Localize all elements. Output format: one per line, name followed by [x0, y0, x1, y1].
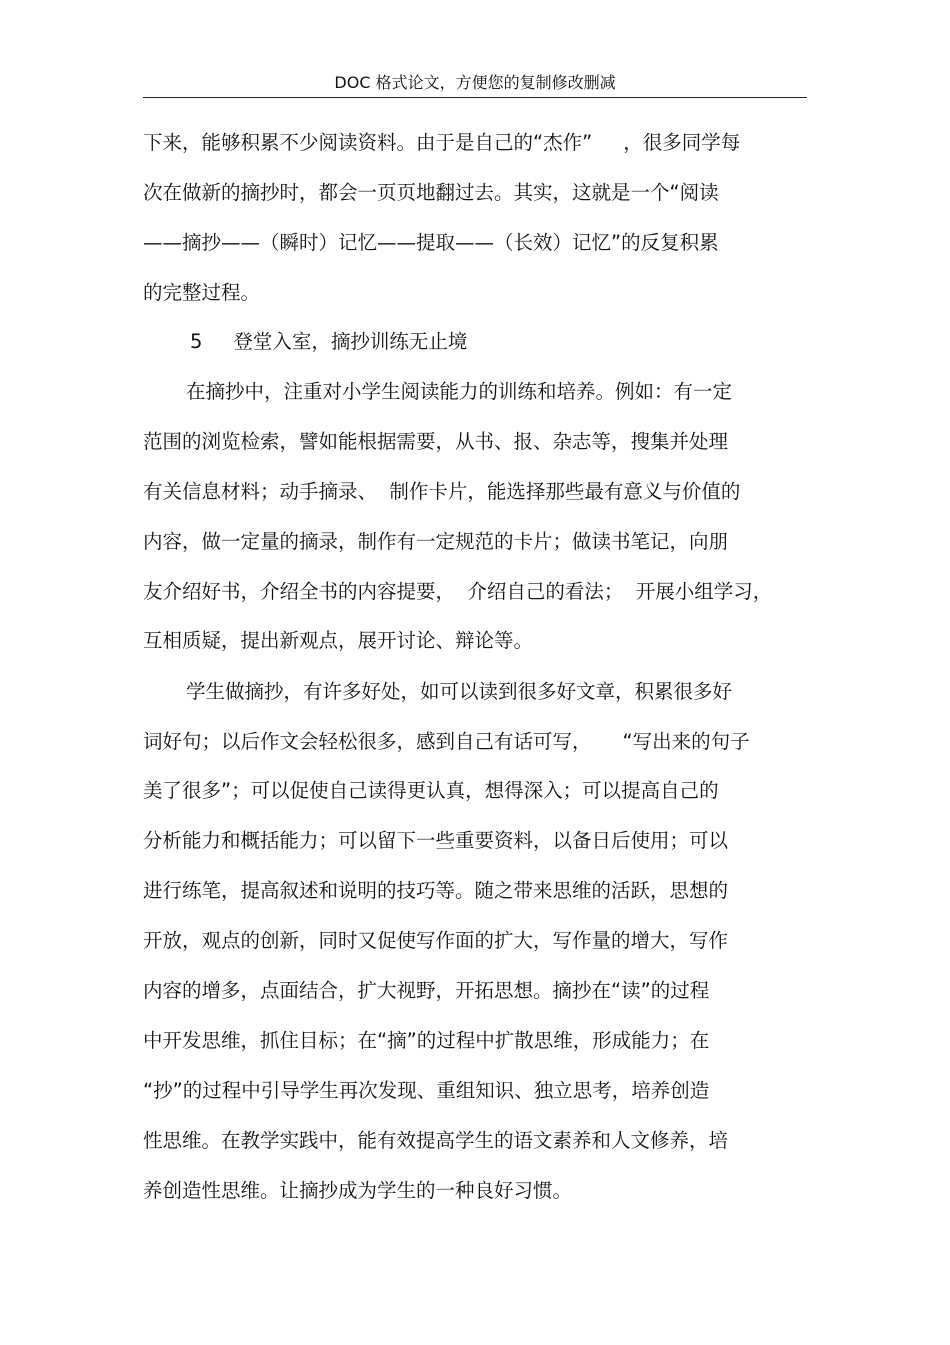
text-line: 内容的增多，点面结合，扩大视野，开拓思想。摘抄在“读”的过程	[143, 979, 710, 1002]
section-heading: 5 登堂入室，摘抄训练无止境	[190, 330, 468, 353]
text-line: 美了很多”；可以促使自己读得更认真，想得深入；可以提高自己的	[143, 779, 719, 802]
text-line: 友介绍好书，介绍全书的内容提要， 介绍自己的看法； 开展小组学习，	[143, 580, 773, 603]
text-line: 学生做摘抄，有许多好处，如可以读到很多好文章，积累很多好	[186, 680, 733, 703]
text-line: 下来，能够积累不少阅读资料。由于是自己的“杰作” ，很多同学每	[143, 131, 741, 154]
text-line: 在摘抄中，注重对小学生阅读能力的训练和培养。例如：有一定	[186, 380, 733, 403]
text-line: 的完整过程。	[143, 281, 261, 304]
text-line: 分析能力和概括能力；可以留下一些重要资料，以备日后使用；可以	[143, 829, 729, 852]
text-line: “抄”的过程中引导学生再次发现、重组知识、独立思考，培养创造	[143, 1079, 710, 1102]
text-line: 养创造性思维。让摘抄成为学生的一种良好习惯。	[143, 1179, 573, 1202]
page-header: DOC 格式论文，方便您的复制修改删减	[334, 73, 616, 92]
text-line: 范围的浏览检索，譬如能根据需要，从书、报、杂志等，搜集并处理	[143, 430, 729, 453]
text-line: 内容，做一定量的摘录，制作有一定规范的卡片；做读书笔记，向朋	[143, 530, 729, 553]
text-line: 开放，观点的创新，同时又促使写作面的扩大，写作量的增大，写作	[143, 929, 729, 952]
text-line: ——摘抄——（瞬时）记忆——提取——（长效）记忆”的反复积累	[143, 231, 719, 254]
text-line: 进行练笔，提高叙述和说明的技巧等。随之带来思维的活跃，思想的	[143, 879, 729, 902]
text-line: 性思维。在教学实践中，能有效提高学生的语文素养和人文修养，培	[143, 1129, 729, 1152]
text-line: 中开发思维，抓住目标；在“摘”的过程中扩散思维，形成能力；在	[143, 1029, 710, 1052]
text-line: 词好句；以后作文会轻松很多，感到自己有话可写， “写出来的句子	[143, 730, 750, 753]
header-divider	[143, 97, 807, 98]
text-line: 次在做新的摘抄时，都会一页页地翻过去。其实，这就是一个“阅读	[143, 181, 719, 204]
text-line: 互相质疑，提出新观点，展开讨论、辩论等。	[143, 629, 534, 652]
text-line: 有关信息材料；动手摘录、 制作卡片，能选择那些最有意义与价值的	[143, 480, 741, 503]
